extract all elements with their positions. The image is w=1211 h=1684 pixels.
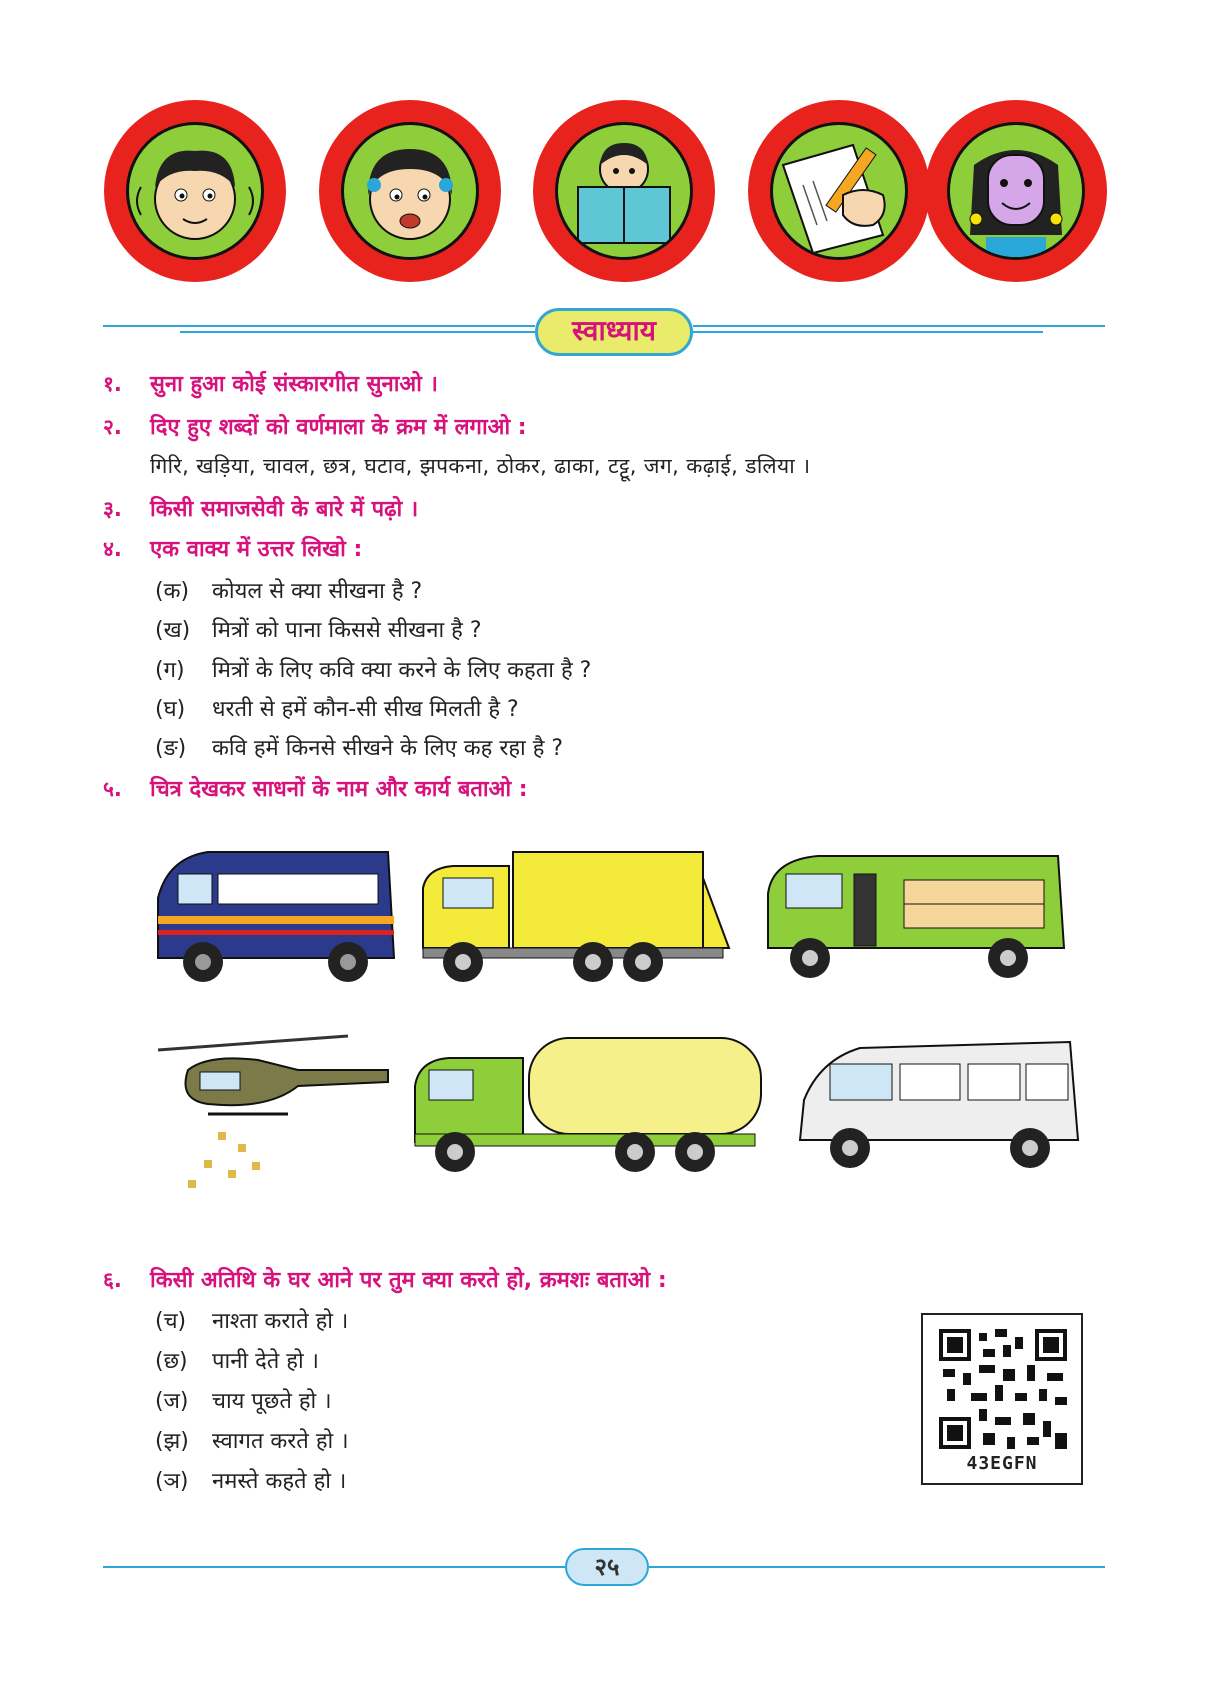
section-title: स्वाध्याय: [535, 308, 693, 356]
sub-question-text: नाश्ता कराते हो ।: [212, 1309, 349, 1334]
sub-question-text: धरती से हमें कौन-सी सीख मिलती है ?: [212, 697, 519, 722]
police-van-icon: [148, 838, 400, 988]
header-rule-right-2: [693, 331, 1043, 333]
drawing-girl-icon: [950, 125, 1082, 257]
qr-code-icon: [935, 1325, 1071, 1453]
sub-question-label: (च): [155, 1309, 187, 1334]
question-number: ५.: [103, 777, 122, 801]
sub-question-text: कोयल से क्या सीखना है ?: [212, 579, 423, 604]
garbage-truck-icon: [413, 838, 733, 988]
header-rule-right: [693, 325, 1105, 327]
word-list: गिरि, खड़िया, चावल, छत्र, घटाव, झपकना, ठोकर, ढाका, टट्टू, जग, कढ़ाई, डलिया ।: [150, 454, 811, 478]
sub-question-text: स्वागत करते हो ।: [212, 1429, 349, 1454]
sub-question-label: (ङ): [155, 736, 187, 761]
sub-question-label: (ञ): [155, 1469, 189, 1494]
sub-question-label: (घ): [155, 697, 186, 722]
sub-question-text: पानी देते हो ।: [212, 1349, 320, 1374]
question-number: ३.: [103, 497, 122, 521]
page-number: २५: [565, 1548, 649, 1586]
sub-question-text: मित्रों के लिए कवि क्या करने के लिए कहता है ?: [212, 658, 592, 683]
question-number: २.: [103, 415, 122, 439]
header-rule-left: [103, 325, 535, 327]
speaking-face-icon: [344, 125, 476, 257]
qr-code[interactable]: [921, 1313, 1083, 1485]
skill-circle-drawing: [925, 100, 1107, 282]
sub-question-text: चाय पूछते हो ।: [212, 1389, 332, 1414]
writing-hand-icon: [773, 125, 905, 257]
helicopter-food-drop-icon: [148, 1020, 400, 1200]
footer-rule-right: [649, 1566, 1105, 1568]
question-text: सुना हुआ कोई संस्कारगीत सुनाओ ।: [150, 372, 438, 397]
listening-face-icon: [129, 125, 261, 257]
header-rule-left-2: [180, 331, 535, 333]
question-text: एक वाक्य में उत्तर लिखो :: [150, 537, 363, 562]
question-text: दिए हुए शब्दों को वर्णमाला के क्रम में लगाओ :: [150, 415, 527, 440]
qr-code-label: 43EGFN: [966, 1453, 1038, 1474]
sub-question-label: (क): [155, 579, 190, 604]
skill-circle-writing: [748, 100, 930, 282]
question-text: चित्र देखकर साधनों के नाम और कार्य बताओ :: [150, 777, 528, 802]
footer-rule-left: [103, 1566, 565, 1568]
sub-question-label: (ज): [155, 1389, 189, 1414]
sub-question-label: (ख): [155, 618, 191, 643]
skill-circle-reading: [533, 100, 715, 282]
sub-question-label: (झ): [155, 1429, 189, 1454]
sub-question-label: (छ): [155, 1349, 188, 1374]
question-number: ४.: [103, 537, 122, 561]
skill-circle-listening: [104, 100, 286, 282]
question-text: किसी समाजसेवी के बारे में पढ़ो ।: [150, 497, 419, 522]
question-number: ६.: [103, 1268, 122, 1292]
ambulance-van-icon: [790, 1030, 1086, 1180]
sub-question-text: नमस्ते कहते हो ।: [212, 1469, 347, 1494]
sub-question-label: (ग): [155, 658, 185, 683]
mobile-library-van-icon: [758, 838, 1076, 988]
sub-question-text: कवि हमें किनसे सीखने के लिए कह रहा है ?: [212, 736, 564, 761]
question-number: १.: [103, 372, 122, 396]
reading-child-icon: [558, 125, 690, 257]
water-tanker-icon: [405, 1030, 767, 1180]
sub-question-text: मित्रों को पाना किससे सीखना है ?: [212, 618, 482, 643]
skill-circle-speaking: [319, 100, 501, 282]
question-text: किसी अतिथि के घर आने पर तुम क्या करते हो, क्रमशः बताओ :: [150, 1268, 667, 1293]
